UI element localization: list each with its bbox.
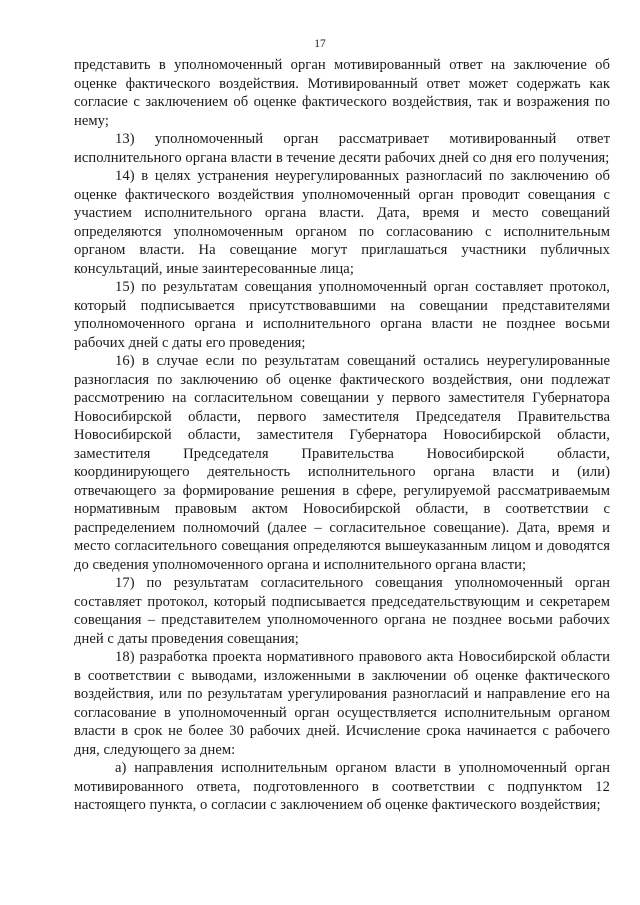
paragraph-item-16: 16) в случае если по результатам совещаний остались неурегулированные разногласия по заключению об оценке фактического воздействия, они подлежат рассмотрению на согласительном совещании у первого заместителя Губернатора Новосибирской области, первого заместителя Председателя Правительства Новосибирской области, заместителя Губернатора Новосибирской области, заместителя Председателя Правительства Новосибирской области, координирующего деятельность исполнительного органа власти и (или) отвечающего за формирование решения в сфере, регулируемой рассматриваемым нормативным правовым актом Новосибирской области, в соответствии с распределением полномочий (далее – согласительное совещание). Дата, время и место согласительного совещания определяются вышеуказанным лицом и доводятся до сведения уполномоченного органа и исполнительного органа власти; — [74, 353, 610, 573]
paragraph-item-18: 18) разработка проекта нормативного правового акта Новосибирской области в соответствии с выводами, изложенными в заключении об оценке фактического воздействия, или по результатам урегулирования разногласий и направление его на согласование в уполномоченный орган осуществляется исполнительным органом власти в срок не более 30 рабочих дней. Исчисление срока начинается с рабочего дня, следующего за днем: — [74, 649, 610, 758]
paragraph-continuation: представить в уполномоченный орган мотивированный ответ на заключение об оценке фактического воздействия. Мотивированный ответ может содержать как согласие с заключением об оценке фактического воздействия, так и возражения по нему; — [74, 57, 610, 129]
document-body — [74, 56, 610, 815]
page-number: 17 — [314, 38, 326, 50]
paragraph-subitem-a: а) направления исполнительным органом власти в уполномоченный орган мотивированного ответа, подготовленного в соответствии с подпунктом 12 настоящего пункта, о согласии с заключением об оценке фактического воздействия; — [74, 760, 610, 813]
paragraph-item-14: 14) в целях устранения неурегулированных разногласий по заключению об оценке фактического воздействия уполномоченный орган проводит совещания с участием исполнительного органа власти. Дата, время и место совещаний определяются уполномоченным органом по согласованию с исполнительным органом власти. На совещание могут приглашаться участники публичных консультаций, иные заинтересованные лица; — [74, 168, 610, 277]
paragraph-item-15: 15) по результатам совещания уполномоченный орган составляет протокол, который подписывается присутствовавшими на совещании представителями уполномоченного органа и исполнительного органа власти не позднее восьми рабочих дней с даты его проведения; — [74, 279, 610, 351]
paragraph-item-17: 17) по результатам согласительного совещания уполномоченный орган составляет протокол, который подписывается председательствующим и секретарем совещания – представителем уполномоченного органа не позднее восьми рабочих дней с даты проведения совещания; — [74, 575, 610, 647]
paragraph-item-13: 13) уполномоченный орган рассматривает мотивированный ответ исполнительного органа власти в течение десяти рабочих дней со дня его получения; — [74, 131, 610, 166]
